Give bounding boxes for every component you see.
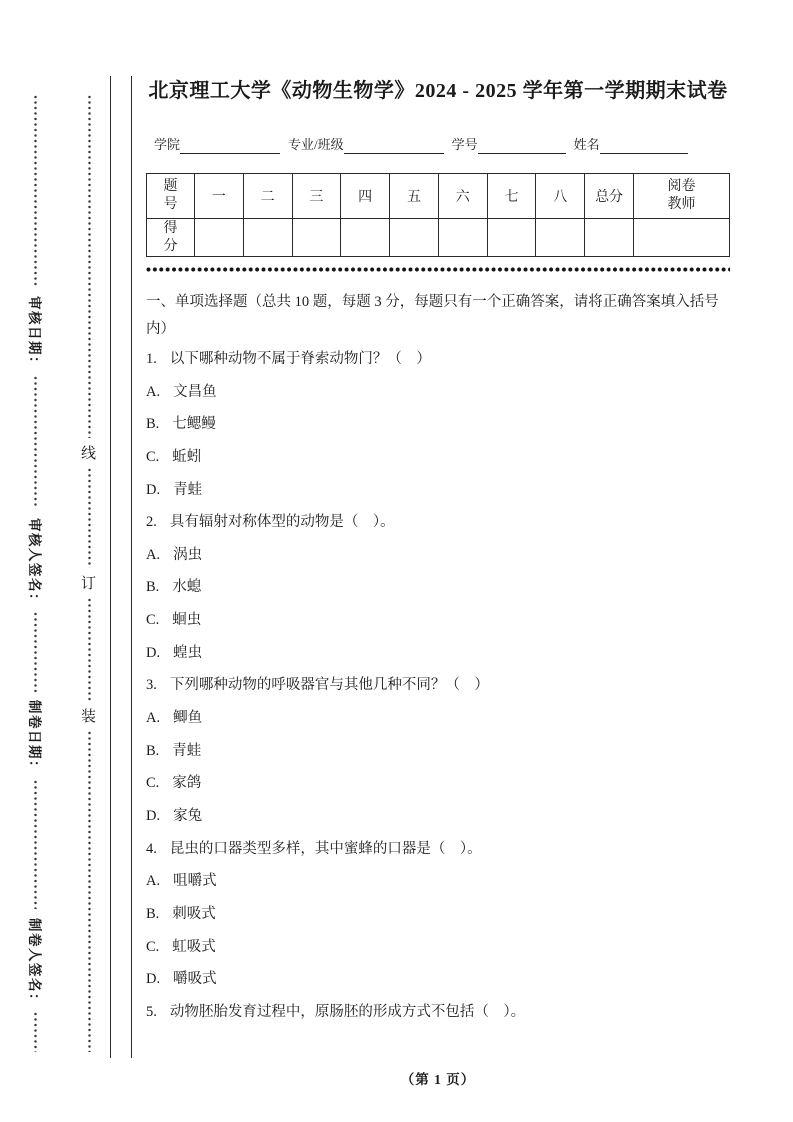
score-cell-empty	[487, 219, 536, 257]
score-grader-header: 阅卷教师	[634, 174, 730, 219]
exam-title: 北京理工大学《动物生物学》2024 - 2025 学年第一学期期末试卷	[148, 80, 728, 102]
question-stem	[146, 833, 730, 866]
question-text: 昆虫的口器类型多样，其中蜜蜂的口器是（ ）。	[169, 840, 482, 857]
option-text: 七鳃鳗	[172, 416, 216, 433]
score-col-4: 四	[341, 174, 390, 219]
option-letter: A.	[146, 546, 161, 563]
option-text: 刺吸式	[172, 905, 216, 922]
score-col-8: 八	[536, 174, 585, 219]
score-cell-empty	[585, 219, 634, 257]
binding-border-outer-line	[110, 76, 111, 1058]
dotted-line	[34, 612, 37, 692]
question-list	[146, 343, 730, 1028]
dotted-line	[34, 780, 37, 909]
question-number: 3.	[146, 677, 157, 694]
exam-content	[146, 78, 730, 1028]
option-text: 虹吸式	[172, 938, 216, 955]
dotted-line	[88, 598, 91, 701]
field-name	[574, 134, 688, 156]
score-col-2: 二	[243, 174, 292, 219]
question-text: 下列哪种动物的呼吸器官与其他几种不同？（ ）	[169, 677, 489, 694]
score-header-question-number: 题号	[147, 174, 195, 219]
option-text: 水螅	[172, 579, 202, 596]
score-col-6: 六	[438, 174, 487, 219]
field-student-id	[452, 134, 566, 156]
field-blank-college	[180, 134, 280, 154]
field-college	[154, 134, 280, 156]
score-cell-empty	[438, 219, 487, 257]
option-letter: B.	[146, 579, 160, 596]
question-option	[146, 767, 730, 800]
score-cell-empty	[195, 219, 244, 257]
score-col-7: 七	[487, 174, 536, 219]
field-blank-student-id	[478, 134, 566, 154]
option-text: 咀嚼式	[173, 873, 217, 890]
dotted-line	[34, 1012, 37, 1052]
question-option	[146, 539, 730, 572]
score-col-1: 一	[195, 174, 244, 219]
page-number: （第 1 页）	[400, 1072, 476, 1087]
question-stem	[146, 343, 730, 376]
option-text: 家兔	[173, 807, 203, 824]
question-stem	[146, 996, 730, 1029]
option-text: 鲫鱼	[173, 710, 203, 727]
option-letter: C.	[146, 612, 160, 629]
score-col-total: 总分	[585, 174, 634, 219]
dotted-line	[34, 376, 37, 509]
binding-border-inner-line	[131, 76, 132, 1058]
question-option	[146, 800, 730, 833]
score-cell-empty	[634, 219, 730, 257]
score-col-3: 三	[292, 174, 341, 219]
option-text: 蛔虫	[172, 612, 202, 629]
score-cell-empty	[292, 219, 341, 257]
question-option	[146, 408, 730, 441]
field-blank-major-class	[344, 134, 444, 154]
student-info-row	[146, 134, 730, 156]
option-text: 蝗虫	[173, 644, 203, 661]
option-letter: A.	[146, 383, 161, 400]
binding-char-bind: 装	[81, 709, 97, 725]
score-header-score: 得分	[147, 219, 195, 257]
option-text: 蚯蚓	[172, 448, 202, 465]
score-cell-empty	[390, 219, 439, 257]
question-stem	[146, 669, 730, 702]
score-table	[146, 173, 730, 257]
dotted-line	[88, 95, 91, 438]
dotted-line	[88, 731, 91, 1052]
option-letter: D.	[146, 481, 161, 498]
option-text: 嚼吸式	[173, 971, 217, 988]
question-text: 以下哪种动物不属于脊索动物门？（ ）	[169, 351, 431, 367]
dotted-line	[34, 95, 37, 287]
option-letter: D.	[146, 644, 161, 661]
question-stem	[146, 506, 730, 539]
question-option	[146, 931, 730, 964]
question-number: 1.	[146, 351, 157, 367]
question-option	[146, 441, 730, 474]
question-option	[146, 637, 730, 670]
option-letter: A.	[146, 873, 161, 890]
option-letter: B.	[146, 905, 160, 922]
margin-label-printer-signature: 制卷人签名：	[27, 918, 42, 1008]
margin-label-print-date: 制卷日期：	[27, 700, 42, 775]
margin-label-reviewer-signature: 审核人签名：	[27, 518, 42, 608]
option-text: 文昌鱼	[173, 383, 217, 400]
option-text: 家鸽	[172, 775, 202, 792]
question-number: 4.	[146, 840, 157, 857]
option-text: 青蛙	[172, 742, 202, 759]
question-number: 2.	[146, 514, 157, 531]
question-option	[146, 898, 730, 931]
option-letter: B.	[146, 416, 160, 433]
question-option	[146, 702, 730, 735]
option-letter: C.	[146, 775, 160, 792]
option-letter: C.	[146, 448, 160, 465]
score-cell-empty	[243, 219, 292, 257]
field-label-name: 姓名	[573, 137, 600, 152]
field-label-major-class: 专业/班级	[288, 137, 344, 152]
field-blank-name	[600, 134, 688, 154]
section-heading: 一、单项选择题（总共 10 题，每题 3 分，每题只有一个正确答案，请将正确答案填入括号内）	[146, 294, 719, 337]
question-text: 动物胚胎发育过程中，原肠胚的形成方式不包括（ ）。	[169, 1003, 526, 1020]
dotted-line	[88, 468, 91, 568]
field-label-student-id: 学号	[451, 137, 478, 152]
dotted-separator	[146, 267, 730, 272]
option-letter: D.	[146, 807, 161, 824]
question-option	[146, 735, 730, 768]
question-option	[146, 963, 730, 996]
question-option	[146, 604, 730, 637]
field-label-college: 学院	[154, 137, 181, 152]
score-col-5: 五	[390, 174, 439, 219]
question-option	[146, 865, 730, 898]
question-option	[146, 474, 730, 507]
score-cell-empty	[536, 219, 585, 257]
option-text: 涡虫	[173, 546, 203, 563]
margin-label-review-date: 审核日期：	[27, 296, 42, 371]
score-cell-empty	[341, 219, 390, 257]
binding-char-line: 线	[81, 446, 97, 462]
binding-char-staple: 订	[81, 576, 97, 592]
field-major-class	[288, 134, 444, 156]
question-option	[146, 376, 730, 409]
option-letter: A.	[146, 710, 161, 727]
option-letter: C.	[146, 938, 160, 955]
question-option	[146, 571, 730, 604]
option-letter: B.	[146, 742, 160, 759]
question-text: 具有辐射对称体型的动物是（ ）。	[169, 514, 395, 531]
option-letter: D.	[146, 971, 161, 988]
question-number: 5.	[146, 1003, 157, 1020]
option-text: 青蛙	[173, 481, 203, 498]
